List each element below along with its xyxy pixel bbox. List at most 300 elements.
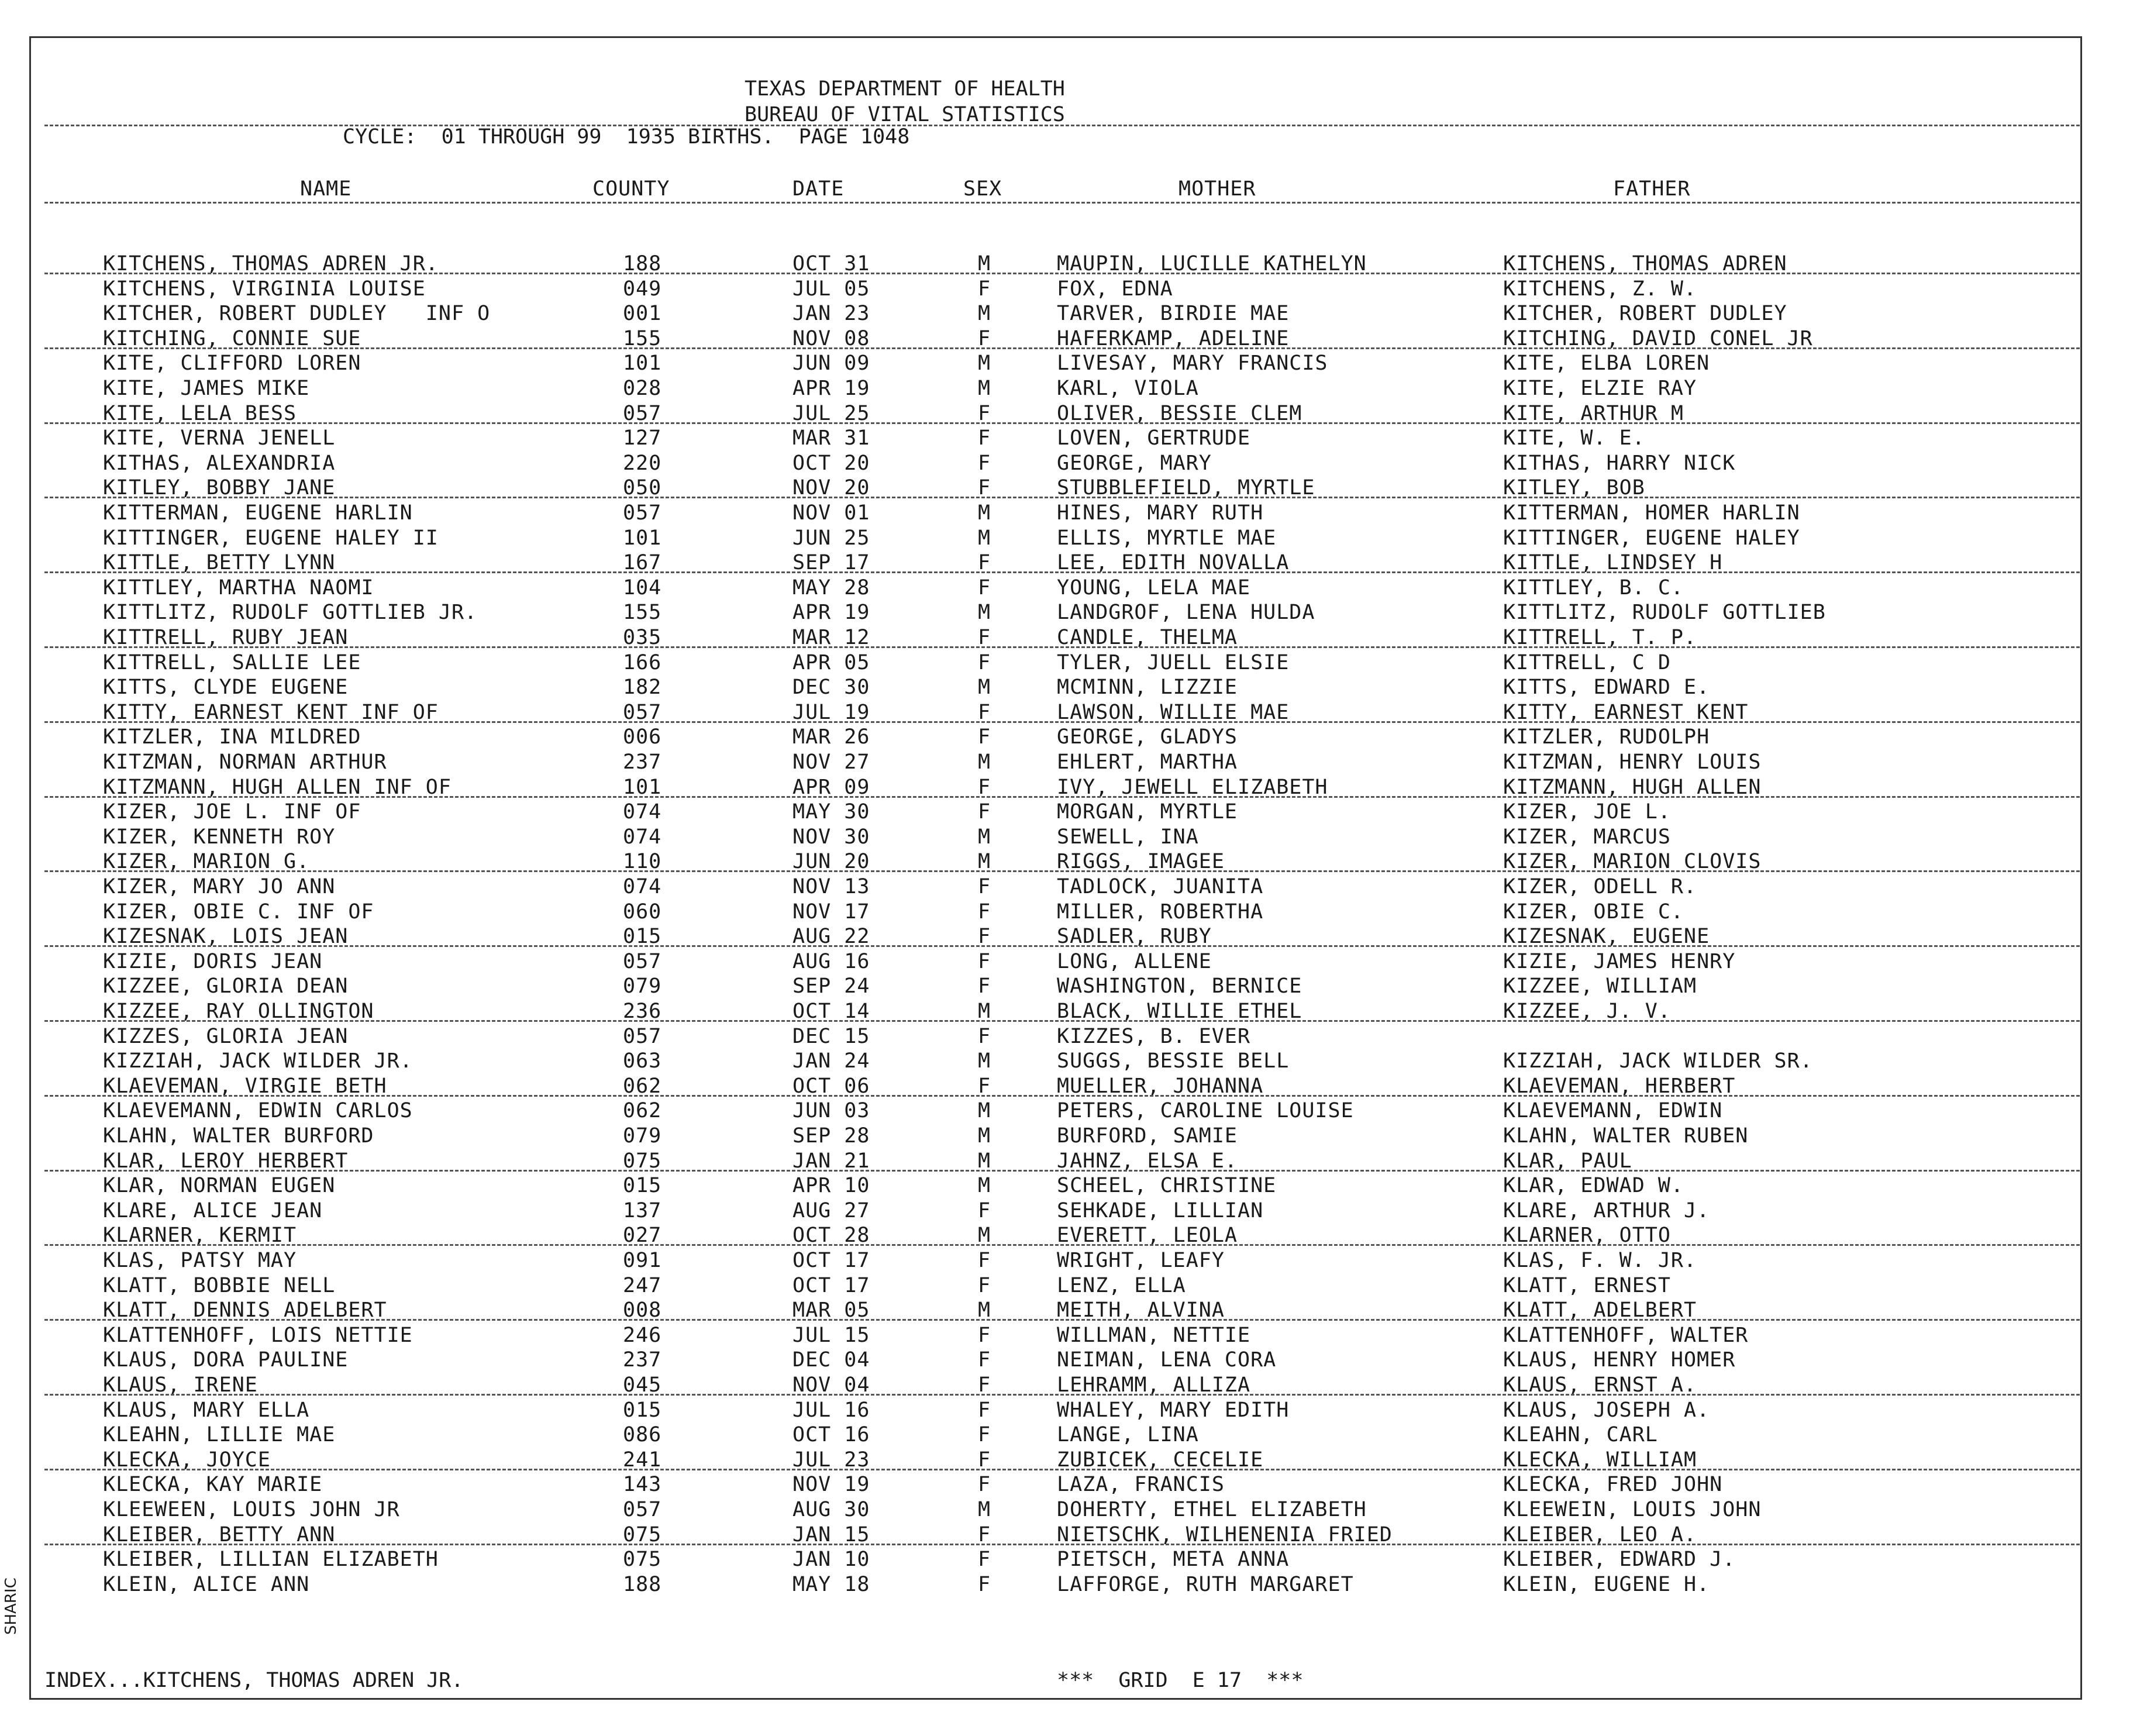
cell-mother: MILLER, ROBERTHA (1057, 900, 1264, 924)
cell-county: 075 (623, 1548, 662, 1572)
table-row (0, 1173, 2140, 1198)
cell-sex: M (978, 1298, 991, 1322)
cell-mother: LONG, ALLENE (1057, 949, 1212, 973)
cell-sex: M (978, 1124, 991, 1148)
cell-name: KLATT, BOBBIE NELL (103, 1273, 336, 1297)
cell-county: 015 (623, 1398, 662, 1422)
cell-mother: LEHRAMM, ALLIZA (1057, 1373, 1251, 1397)
cell-mother: PETERS, CAROLINE LOUISE (1057, 1099, 1354, 1123)
cell-county: 220 (623, 451, 662, 475)
table-row (0, 1198, 2140, 1224)
cell-county: 155 (623, 326, 662, 350)
cell-sex: F (978, 1074, 991, 1098)
cell-county: 001 (623, 302, 662, 326)
cell-county: 237 (623, 750, 662, 774)
cell-sex: F (978, 1572, 991, 1596)
cell-name: KLAUS, DORA PAULINE (103, 1348, 349, 1372)
cell-date: MAR 05 (792, 1298, 870, 1322)
cell-father: KITCHENS, Z. W. (1503, 277, 1697, 301)
table-row (0, 1472, 2140, 1497)
cell-father: KITZMANN, HUGH ALLEN (1503, 775, 1762, 799)
cell-sex: M (978, 1000, 991, 1023)
cell-mother: CANDLE, THELMA (1057, 626, 1238, 649)
col-header-county: COUNTY (592, 177, 670, 201)
cell-mother: LANGE, LINA (1057, 1423, 1199, 1447)
cell-date: NOV 27 (792, 750, 870, 774)
cell-father: KITCHING, DAVID CONEL JR (1503, 326, 1813, 350)
table-row (0, 277, 2140, 302)
cell-date: SEP 28 (792, 1124, 870, 1148)
cell-county: 045 (623, 1373, 662, 1397)
cell-county: 167 (623, 551, 662, 575)
bureau-title: BUREAU OF VITAL STATISTICS (745, 103, 1065, 126)
cell-county: 060 (623, 900, 662, 924)
cell-name: KLEIBER, LILLIAN ELIZABETH (103, 1548, 439, 1572)
cell-county: 063 (623, 1049, 662, 1073)
cell-date: MAY 30 (792, 800, 870, 824)
cell-sex: F (978, 451, 991, 475)
cell-mother: DOHERTY, ETHEL ELIZABETH (1057, 1498, 1367, 1521)
cell-county: 057 (623, 949, 662, 973)
cell-county: 079 (623, 974, 662, 998)
cell-date: JUL 23 (792, 1448, 870, 1472)
cell-sex: F (978, 277, 991, 301)
table-row (0, 650, 2140, 676)
cell-sex: F (978, 974, 991, 998)
table-row (0, 1273, 2140, 1298)
cell-mother: MORGAN, MYRTLE (1057, 800, 1238, 824)
cell-father: KLAUS, HENRY HOMER (1503, 1348, 1736, 1372)
cell-county: 104 (623, 576, 662, 600)
cell-date: NOV 20 (792, 476, 870, 500)
cell-mother: PIETSCH, META ANNA (1057, 1548, 1290, 1572)
cell-sex: F (978, 1198, 991, 1222)
cell-name: KITTY, EARNEST KENT INF OF (103, 700, 439, 724)
cell-county: 075 (623, 1523, 662, 1546)
cell-date: NOV 19 (792, 1473, 870, 1497)
cell-name: KIZZEE, GLORIA DEAN (103, 974, 349, 998)
cell-name: KLAHN, WALTER BURFORD (103, 1124, 374, 1148)
cell-mother: SEHKADE, LILLIAN (1057, 1198, 1264, 1222)
cell-mother: GEORGE, GLADYS (1057, 725, 1238, 749)
cell-name: KITE, CLIFFORD LOREN (103, 352, 361, 376)
cell-name: KIZZIAH, JACK WILDER JR. (103, 1049, 413, 1073)
cell-mother: MUELLER, JOHANNA (1057, 1074, 1264, 1098)
cell-sex: F (978, 1473, 991, 1497)
table-row (0, 301, 2140, 326)
cell-father: KLAR, EDWAD W. (1503, 1174, 1684, 1198)
cell-name: KITTINGER, EUGENE HALEY II (103, 526, 439, 550)
cell-mother: YOUNG, LELA MAE (1057, 576, 1251, 600)
row-divider (44, 497, 2080, 498)
cell-father: KITTY, EARNEST KENT (1503, 700, 1749, 724)
grid-footer: *** GRID E 17 *** (1057, 1669, 1304, 1692)
cell-name: KLARNER, KERMIT (103, 1224, 297, 1248)
cell-father: KLECKA, FRED JOHN (1503, 1473, 1723, 1497)
cell-father: KITLEY, BOB (1503, 476, 1645, 500)
cell-sex: F (978, 1024, 991, 1048)
cell-father: KITTERMAN, HOMER HARLIN (1503, 501, 1800, 525)
cell-name: KITZMANN, HUGH ALLEN INF OF (103, 775, 452, 799)
cell-sex: F (978, 1423, 991, 1447)
row-divider (44, 721, 2080, 723)
cell-mother: SEWELL, INA (1057, 825, 1199, 849)
cell-date: APR 19 (792, 601, 870, 625)
table-row (0, 426, 2140, 451)
row-divider (44, 1244, 2080, 1246)
cell-name: KITCHENS, VIRGINIA LOUISE (103, 277, 426, 301)
table-row (0, 1248, 2140, 1273)
cell-father: KLARNER, OTTO (1503, 1224, 1671, 1248)
cell-mother: LAWSON, WILLIE MAE (1057, 700, 1290, 724)
cell-mother: GEORGE, MARY (1057, 451, 1212, 475)
cell-mother: BURFORD, SAMIE (1057, 1124, 1238, 1148)
table-row (0, 1547, 2140, 1572)
cell-sex: F (978, 1398, 991, 1422)
cell-county: 166 (623, 650, 662, 674)
cell-sex: F (978, 700, 991, 724)
cell-sex: M (978, 1498, 991, 1521)
cell-mother: FOX, EDNA (1057, 277, 1173, 301)
cell-date: SEP 24 (792, 974, 870, 998)
cell-father: KIZZEE, J. V. (1503, 1000, 1671, 1023)
cell-county: 057 (623, 1498, 662, 1521)
cell-sex: M (978, 501, 991, 525)
cell-county: 236 (623, 1000, 662, 1023)
cell-sex: M (978, 1149, 991, 1173)
cell-county: 079 (623, 1124, 662, 1148)
cell-father: KLEIBER, EDWARD J. (1503, 1548, 1736, 1572)
cell-sex: F (978, 1448, 991, 1472)
cell-mother: WILLMAN, NETTIE (1057, 1323, 1251, 1347)
cell-date: SEP 17 (792, 551, 870, 575)
cell-mother: EVERETT, LEOLA (1057, 1224, 1238, 1248)
cell-father: KLAR, PAUL (1503, 1149, 1632, 1173)
row-divider (44, 1319, 2080, 1321)
cell-county: 057 (623, 401, 662, 425)
cell-sex: F (978, 925, 991, 949)
row-divider (44, 571, 2080, 573)
row-divider (44, 1020, 2080, 1022)
table-row (0, 1024, 2140, 1049)
cell-name: KITTLEY, MARTHA NAOMI (103, 576, 374, 600)
cell-father: KLAS, F. W. JR. (1503, 1249, 1697, 1272)
cell-date: AUG 22 (792, 925, 870, 949)
row-divider (44, 1394, 2080, 1396)
cell-date: JUL 19 (792, 700, 870, 724)
cell-name: KLAUS, MARY ELLA (103, 1398, 310, 1422)
cell-sex: F (978, 1348, 991, 1372)
cell-name: KLAEVEMAN, VIRGIE BETH (103, 1074, 387, 1098)
cell-sex: M (978, 252, 991, 275)
cell-mother: IVY, JEWELL ELIZABETH (1057, 775, 1328, 799)
cell-name: KLEIN, ALICE ANN (103, 1572, 310, 1596)
table-row (0, 376, 2140, 401)
cell-county: 057 (623, 700, 662, 724)
cell-name: KIZZEE, RAY OLLINGTON (103, 1000, 374, 1023)
cell-mother: TYLER, JUELL ELSIE (1057, 650, 1290, 674)
cell-father: KITHAS, HARRY NICK (1503, 451, 1736, 475)
table-row (0, 1049, 2140, 1074)
cell-county: 247 (623, 1273, 662, 1297)
cell-mother: LAZA, FRANCIS (1057, 1473, 1225, 1497)
cell-county: 049 (623, 277, 662, 301)
cell-date: OCT 06 (792, 1074, 870, 1098)
cell-sex: F (978, 875, 991, 898)
cell-county: 028 (623, 377, 662, 400)
cell-mother: NIETSCHK, WILHENENIA FRIED (1057, 1523, 1393, 1546)
cell-mother: STUBBLEFIELD, MYRTLE (1057, 476, 1315, 500)
col-header-mother: MOTHER (1178, 177, 1256, 201)
cell-mother: NEIMAN, LENA CORA (1057, 1348, 1277, 1372)
table-row (0, 949, 2140, 974)
table-row (0, 1098, 2140, 1124)
table-row (0, 1497, 2140, 1523)
cell-mother: TARVER, BIRDIE MAE (1057, 302, 1290, 326)
cell-father: KIZER, ODELL R. (1503, 875, 1697, 898)
cell-mother: LIVESAY, MARY FRANCIS (1057, 352, 1328, 376)
cell-date: APR 19 (792, 377, 870, 400)
cell-name: KLEAHN, LILLIE MAE (103, 1423, 336, 1447)
cell-name: KIZER, MARION G. (103, 850, 310, 874)
table-row (0, 1572, 2140, 1597)
table-row (0, 1124, 2140, 1149)
cell-mother: HAFERKAMP, ADELINE (1057, 326, 1290, 350)
cell-date: JAN 24 (792, 1049, 870, 1073)
cell-father: KLEEWEIN, LOUIS JOHN (1503, 1498, 1762, 1521)
table-row (0, 900, 2140, 925)
cell-sex: M (978, 526, 991, 550)
table-row (0, 675, 2140, 700)
cell-name: KLAEVEMANN, EDWIN CARLOS (103, 1099, 413, 1123)
cell-mother: RIGGS, IMAGEE (1057, 850, 1225, 874)
cell-sex: M (978, 850, 991, 874)
cell-county: 101 (623, 526, 662, 550)
cell-father: KITCHENS, THOMAS ADREN (1503, 252, 1787, 275)
cell-county: 062 (623, 1099, 662, 1123)
cell-date: APR 10 (792, 1174, 870, 1198)
cell-county: 101 (623, 775, 662, 799)
cell-sex: F (978, 725, 991, 749)
cell-father: KIZER, OBIE C. (1503, 900, 1684, 924)
cell-mother: WASHINGTON, BERNICE (1057, 974, 1302, 998)
cell-sex: F (978, 775, 991, 799)
cell-mother: JAHNZ, ELSA E. (1057, 1149, 1238, 1173)
cell-date: OCT 17 (792, 1273, 870, 1297)
cell-date: OCT 14 (792, 1000, 870, 1023)
cell-date: NOV 08 (792, 326, 870, 350)
cell-father: KIZER, MARION CLOVIS (1503, 850, 1762, 874)
table-row (0, 874, 2140, 900)
cell-name: KIZIE, DORIS JEAN (103, 949, 323, 973)
cell-mother: ELLIS, MYRTLE MAE (1057, 526, 1277, 550)
cell-mother: EHLERT, MARTHA (1057, 750, 1238, 774)
cell-father: KITTLEY, B. C. (1503, 576, 1684, 600)
cell-mother: SADLER, RUBY (1057, 925, 1212, 949)
row-divider (44, 422, 2080, 424)
cell-father: KLARE, ARTHUR J. (1503, 1198, 1710, 1222)
cell-date: JAN 21 (792, 1149, 870, 1173)
cell-county: 137 (623, 1198, 662, 1222)
cell-sex: F (978, 1548, 991, 1572)
cell-sex: F (978, 650, 991, 674)
cell-name: KITTERMAN, EUGENE HARLIN (103, 501, 413, 525)
cell-father: KLATT, ERNEST (1503, 1273, 1671, 1297)
cell-father: KITE, W. E. (1503, 426, 1645, 450)
cell-date: JUL 25 (792, 401, 870, 425)
row-divider (44, 347, 2080, 349)
cell-date: JUL 15 (792, 1323, 870, 1347)
cell-county: 091 (623, 1249, 662, 1272)
cell-father: KIZESNAK, EUGENE (1503, 925, 1710, 949)
cell-date: DEC 04 (792, 1348, 870, 1372)
cell-county: 074 (623, 825, 662, 849)
cell-county: 027 (623, 1224, 662, 1248)
side-label: SHARIC (2, 1577, 20, 1635)
cell-father: KLEIBER, LEO A. (1503, 1523, 1697, 1546)
cell-father: KIZER, MARCUS (1503, 825, 1671, 849)
col-header-sex: SEX (963, 177, 1002, 201)
cell-father: KLAUS, JOSEPH A. (1503, 1398, 1710, 1422)
cell-mother: LANDGROF, LENA HULDA (1057, 601, 1315, 625)
cell-county: 182 (623, 676, 662, 700)
cell-name: KIZER, OBIE C. INF OF (103, 900, 374, 924)
cell-father: KIZZIAH, JACK WILDER SR. (1503, 1049, 1813, 1073)
cell-sex: F (978, 1373, 991, 1397)
cell-father: KLEAHN, CARL (1503, 1423, 1658, 1447)
table-row (0, 526, 2140, 551)
cell-date: MAR 26 (792, 725, 870, 749)
cell-date: APR 05 (792, 650, 870, 674)
cell-name: KLECKA, KAY MARIE (103, 1473, 323, 1497)
cell-county: 050 (623, 476, 662, 500)
cell-date: OCT 17 (792, 1249, 870, 1272)
cell-father: KITZLER, RUDOLPH (1503, 725, 1710, 749)
cell-date: NOV 30 (792, 825, 870, 849)
table-row (0, 600, 2140, 625)
cell-father: KITE, ELZIE RAY (1503, 377, 1697, 400)
cell-county: 246 (623, 1323, 662, 1347)
cell-sex: F (978, 1523, 991, 1546)
cell-name: KLARE, ALICE JEAN (103, 1198, 323, 1222)
divider (44, 202, 2080, 204)
cell-sex: F (978, 551, 991, 575)
cell-name: KLAR, LEROY HERBERT (103, 1149, 349, 1173)
cell-mother: WRIGHT, LEAFY (1057, 1249, 1225, 1272)
cell-mother: HINES, MARY RUTH (1057, 501, 1264, 525)
cell-mother: LAFFORGE, RUTH MARGARET (1057, 1572, 1354, 1596)
table-row (0, 974, 2140, 999)
cell-name: KITE, JAMES MIKE (103, 377, 310, 400)
cell-county: 086 (623, 1423, 662, 1447)
table-row (0, 1398, 2140, 1423)
col-header-date: DATE (792, 177, 845, 201)
table-row (0, 825, 2140, 850)
cell-sex: M (978, 1174, 991, 1198)
cell-sex: M (978, 302, 991, 326)
cell-name: KITCHENS, THOMAS ADREN JR. (103, 252, 439, 275)
cell-county: 143 (623, 1473, 662, 1497)
cell-name: KLAS, PATSY MAY (103, 1249, 297, 1272)
cell-county: 006 (623, 725, 662, 749)
cell-date: NOV 01 (792, 501, 870, 525)
cell-name: KIZESNAK, LOIS JEAN (103, 925, 349, 949)
cell-name: KLECKA, JOYCE (103, 1448, 271, 1472)
table-row (0, 351, 2140, 376)
cell-father: KLAHN, WALTER RUBEN (1503, 1124, 1749, 1148)
cell-father: KLAEVEMANN, EDWIN (1503, 1099, 1723, 1123)
cell-mother: MEITH, ALVINA (1057, 1298, 1225, 1322)
cell-father: KITTLE, LINDSEY H (1503, 551, 1723, 575)
index-footer: INDEX...KITCHENS, THOMAS ADREN JR. (44, 1669, 464, 1692)
cell-date: MAY 18 (792, 1572, 870, 1596)
cell-name: KITLEY, BOBBY JANE (103, 476, 336, 500)
cell-father: KLATT, ADELBERT (1503, 1298, 1697, 1322)
cell-date: JUL 16 (792, 1398, 870, 1422)
cell-date: NOV 04 (792, 1373, 870, 1397)
cell-date: OCT 16 (792, 1423, 870, 1447)
cell-sex: M (978, 352, 991, 376)
cell-sex: F (978, 800, 991, 824)
cell-county: 237 (623, 1348, 662, 1372)
table-row (0, 576, 2140, 601)
cell-name: KLATTENHOFF, LOIS NETTIE (103, 1323, 413, 1347)
cell-date: JUN 03 (792, 1099, 870, 1123)
cell-county: 188 (623, 252, 662, 275)
cell-name: KITE, LELA BESS (103, 401, 297, 425)
cell-sex: M (978, 377, 991, 400)
table-row (0, 1348, 2140, 1373)
cell-date: JAN 15 (792, 1523, 870, 1546)
cell-father: KIZIE, JAMES HENRY (1503, 949, 1736, 973)
col-header-name: NAME (300, 177, 352, 201)
cell-date: NOV 13 (792, 875, 870, 898)
cell-father: KLECKA, WILLIAM (1503, 1448, 1697, 1472)
cell-father: KITTLITZ, RUDOLF GOTTLIEB (1503, 601, 1826, 625)
cell-date: JUN 25 (792, 526, 870, 550)
cell-sex: F (978, 900, 991, 924)
row-divider (44, 1544, 2080, 1545)
cell-county: 127 (623, 426, 662, 450)
table-row (0, 750, 2140, 775)
cell-date: JUN 09 (792, 352, 870, 376)
cell-county: 074 (623, 800, 662, 824)
cell-county: 074 (623, 875, 662, 898)
cell-father: KITE, ARTHUR M (1503, 401, 1684, 425)
cell-father: KITZMAN, HENRY LOUIS (1503, 750, 1762, 774)
cell-date: MAY 28 (792, 576, 870, 600)
cell-sex: F (978, 1249, 991, 1272)
cell-sex: M (978, 750, 991, 774)
cell-date: MAR 12 (792, 626, 870, 649)
cell-date: NOV 17 (792, 900, 870, 924)
cell-date: AUG 27 (792, 1198, 870, 1222)
cell-father: KLATTENHOFF, WALTER (1503, 1323, 1749, 1347)
cell-father: KLAUS, ERNST A. (1503, 1373, 1697, 1397)
cell-date: APR 09 (792, 775, 870, 799)
cell-sex: F (978, 576, 991, 600)
row-divider (44, 1170, 2080, 1172)
row-divider (44, 945, 2080, 947)
cell-county: 057 (623, 1024, 662, 1048)
cell-mother: TADLOCK, JUANITA (1057, 875, 1264, 898)
cell-county: 062 (623, 1074, 662, 1098)
cell-father: KITTRELL, C D (1503, 650, 1671, 674)
cell-name: KITTS, CLYDE EUGENE (103, 676, 349, 700)
cell-sex: F (978, 1273, 991, 1297)
department-title: TEXAS DEPARTMENT OF HEALTH (745, 77, 1065, 101)
cell-name: KITHAS, ALEXANDRIA (103, 451, 336, 475)
